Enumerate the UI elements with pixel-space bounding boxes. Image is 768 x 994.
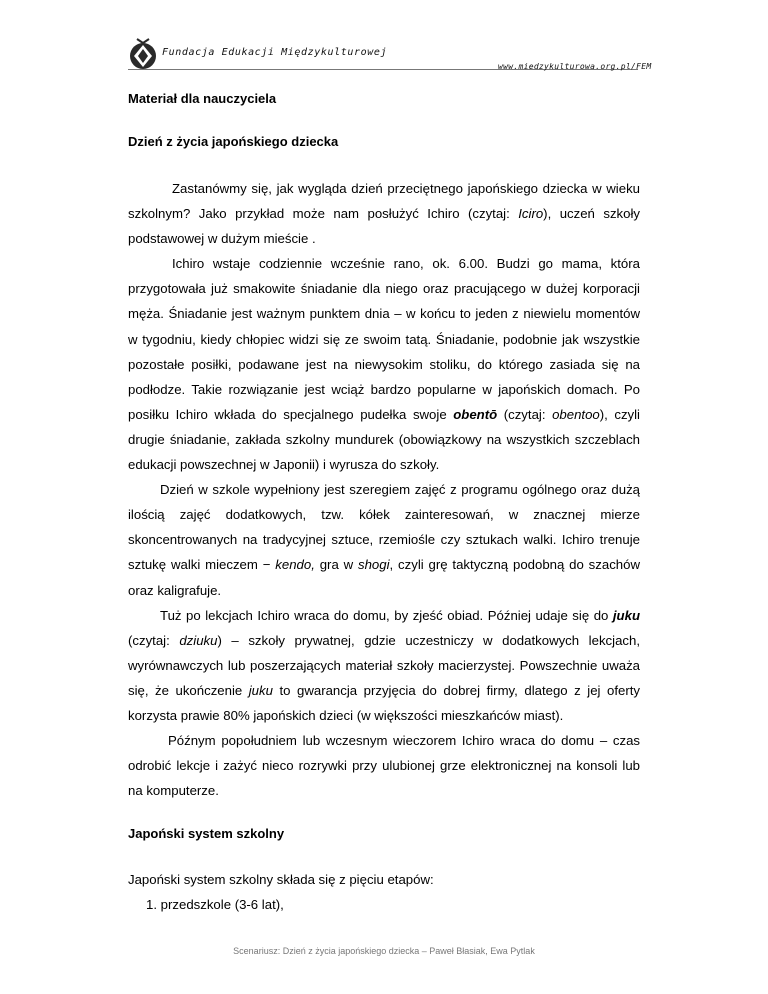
organization-url: www.miedzykulturowa.org.pl/FEM <box>498 62 652 71</box>
paragraph-1: Zastanówmy się, jak wygląda dzień przeciętnego japońskiego dziecka w wieku szkolnym? Jako przykład może nam posłużyć Ichiro (czytaj: Iciro), uczeń szkoły podstawowej w dużym mieście . <box>128 181 640 247</box>
paragraph-4: Tuż po lekcjach Ichiro wraca do domu, by zjeść obiad. Później udaje się do juku (czytaj: dziuku) – szkoły prywatnej, gdzie uczestniczy w dodatkowych lekcjach, wyrównawczych lub poszerzających materiał szkoły macierzystej. Powszechnie uważa się, że ukończenie juku to gwarancja przyjęcia do dobrej firmy, dlatego z jej oferty korzysta prawie 80% japońskich dzieci (w większości mieszkańców miast). <box>128 607 640 723</box>
document-label: Materiał dla nauczyciela <box>128 91 277 106</box>
paragraph-2: Ichiro wstaje codziennie wcześnie rano, ok. 6.00. Budzi go mama, która przygotowała już smakowite śniadanie dla niego oraz pracującego w dużej korporacji męża. Śniadanie jest ważnym punktem dnia – w końcu to jeden z niewielu momentów w tygodniu, kiedy chłopiec widzi się ze swoim tatą. Śniadanie, podobnie jak wszystkie pozostałe posiłki, podawane jest na niewysokim stoliku, do którego zasiada się na podłodze. Takie rozwiązanie jest wciąż bardzo popularne w japońskich domach. Po posiłku Ichiro wkłada do specjalnego pudełka swoje obentō (czytaj: obentoo), czyli drugie śniadanie, zakłada szkolny mundurek (obowiązkowy na wszystkich szczeblach edukacji powszechnej w Japonii) i wyrusza do szkoły. <box>128 256 640 473</box>
paragraph-3: Dzień w szkole wypełniony jest szeregiem zajęć z programu ogólnego oraz dużą ilością zajęć dodatkowych, tzw. kółek zainteresowań, w znacznej mierze skoncentrowanych na tradycyjnej sztuce, rzemiośle czy sztukach walki. Ichiro trenuje sztukę walki mieczem − kendo, gra w shogi, czyli grę taktyczną podobną do szachów oraz kaligrafuje. <box>128 482 640 598</box>
page-footer: Scenariusz: Dzień z życia japońskiego dziecka – Paweł Błasiak, Ewa Pytlak <box>233 946 535 956</box>
document-title: Dzień z życia japońskiego dziecka <box>128 134 339 149</box>
organization-name: Fundacja Edukacji Międzykulturowej <box>162 47 388 58</box>
paragraph-5: Późnym popołudniem lub wczesnym wieczorem Ichiro wraca do domu – czas odrobić lekcje i zażyć nieco rozrywki przy ulubionej grze elektronicznej na konsoli lub na komputerze. <box>128 733 640 799</box>
section-title: Japoński system szkolny <box>128 826 285 841</box>
list-item: 1. przedszkole (3-6 lat), <box>146 897 284 912</box>
section-intro: Japoński system szkolny składa się z pięciu etapów: <box>128 872 434 887</box>
foundation-logo-icon <box>128 37 158 71</box>
article-body <box>128 176 640 803</box>
